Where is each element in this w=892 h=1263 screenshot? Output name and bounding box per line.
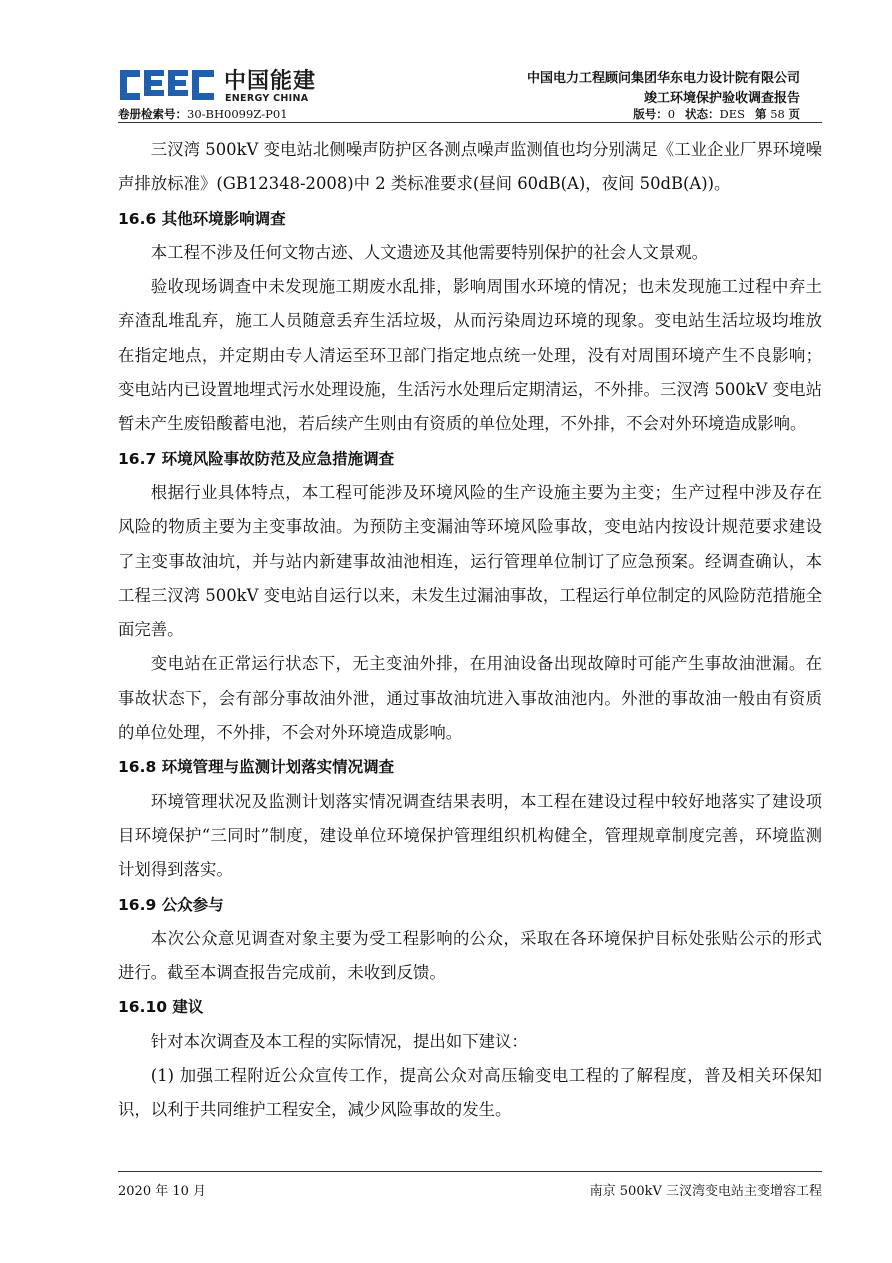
- organization-name: 中国电力工程顾问集团华东电力设计院有限公司: [526, 71, 800, 86]
- page-prefix: 第: [755, 107, 767, 121]
- document-body: [118, 133, 822, 1128]
- section-heading-16-6: 16.6 其他环境影响调查: [118, 209, 286, 228]
- paragraph-suggestions-intro: 针对本次调查及本工程的实际情况，提出如下建议：: [150, 1031, 528, 1051]
- catalog-value: 30-BH0099Z-P01: [187, 107, 288, 121]
- catalog-label: 卷册检索号：: [118, 107, 187, 121]
- version-value: 0: [667, 107, 676, 121]
- footer-project-name: 南京 500kV 三汊湾变电站主变增容工程: [589, 1184, 822, 1199]
- logo-chinese-name: 中国能建: [224, 69, 317, 94]
- paragraph-suggestion-1: (1) 加强工程附近公众宣传工作，提高公众对高压输变电工程的了解程度，普及相关环保知识，以利于共同维护工程安全，减少风险事故的发生。: [118, 1066, 822, 1120]
- report-title: 竣工环境保护验收调查报告: [643, 91, 800, 106]
- status-value: DES: [719, 107, 746, 121]
- section-heading-16-10: 16.10 建议: [118, 998, 204, 1017]
- paragraph-oil-leak: 变电站在正常运行状态下，无主变油外排，在用油设备出现故障时可能产生事故油泄漏。在事故状态下，会有部分事故油外泄，通过事故油坑进入事故油池内。外泄的事故油一般由有资质的单位处理，不外排，不会对外环境造成影响。: [118, 654, 822, 743]
- logo-english-name: ENERGY CHINA: [225, 93, 309, 104]
- section-heading-16-8: 16.8 环境管理与监测计划落实情况调查: [118, 758, 395, 777]
- version-label: 版号：: [633, 107, 668, 121]
- paragraph-risk-facilities: 根据行业具体特点，本工程可能涉及环境风险的生产设施主要为主变；生产过程中涉及存在风险的物质主要为主变事故油。为预防主变漏油等环境风险事故，变电站内按设计规范要求建设了主变事故油坑，并与站内新建事故油池相连，运行管理单位制订了应急预案。经调查确认，本工程三汊湾 500kV 变电站自运行以来，未发生过漏油事故，工程运行单位制定的风险防范措施全面完善。: [118, 482, 822, 640]
- paragraph-environment-management: 环境管理状况及监测计划落实情况调查结果表明，本工程在建设过程中较好地落实了建设项目环境保护“三同时”制度，建设单位环境保护管理组织机构健全，管理规章制度完善，环境监测计划得到落实。: [118, 791, 822, 880]
- version-status-page: [633, 106, 800, 122]
- catalog-number: [118, 106, 288, 122]
- ceec-logo-icon: [118, 66, 216, 104]
- page-number: 58: [770, 107, 785, 121]
- paragraph-cultural-relics: 本工程不涉及任何文物古迹、人文遗迹及其他需要特别保护的社会人文景观。: [150, 242, 709, 262]
- paragraph-noise-standard: 三汊湾 500kV 变电站北侧噪声防护区各测点噪声监测值也均分别满足《工业企业厂界环境噪声排放标准》(GB12348-2008)中 2 类标准要求(昼间 60dB(A)，夜间 50dB(A))。: [118, 140, 822, 194]
- paragraph-site-investigation: 验收现场调查中未发现施工期废水乱排，影响周围水环境的情况；也未发现施工过程中弃土弃渣乱堆乱弃，施工人员随意丢弃生活垃圾，从而污染周边环境的现象。变电站生活垃圾均堆放在指定地点，并定期由专人清运至环卫部门指定地点统一处理，没有对周围环境产生不良影响；变电站内已设置地埋式污水处理设施，生活污水处理后定期清运，不外排。三汊湾 500kV 变电站暂未产生废铅酸蓄电池，若后续产生则由有资质的单位处理，不外排，不会对外环境造成影响。: [118, 277, 822, 434]
- section-heading-16-9: 16.9 公众参与: [118, 895, 224, 914]
- footer-divider: [118, 1171, 822, 1172]
- page-header: [118, 62, 818, 122]
- status-label: 状态：: [685, 107, 720, 121]
- footer-date: 2020 年 10 月: [118, 1184, 207, 1199]
- paragraph-public-participation: 本次公众意见调查对象主要为受工程影响的公众，采取在各环境保护目标处张贴公示的形式进行。截至本调查报告完成前，未收到反馈。: [118, 928, 822, 983]
- document-meta-row: [118, 106, 800, 122]
- page-suffix: 页: [788, 107, 800, 121]
- section-heading-16-7: 16.7 环境风险事故防范及应急措施调查: [118, 449, 395, 468]
- header-divider: [118, 122, 822, 123]
